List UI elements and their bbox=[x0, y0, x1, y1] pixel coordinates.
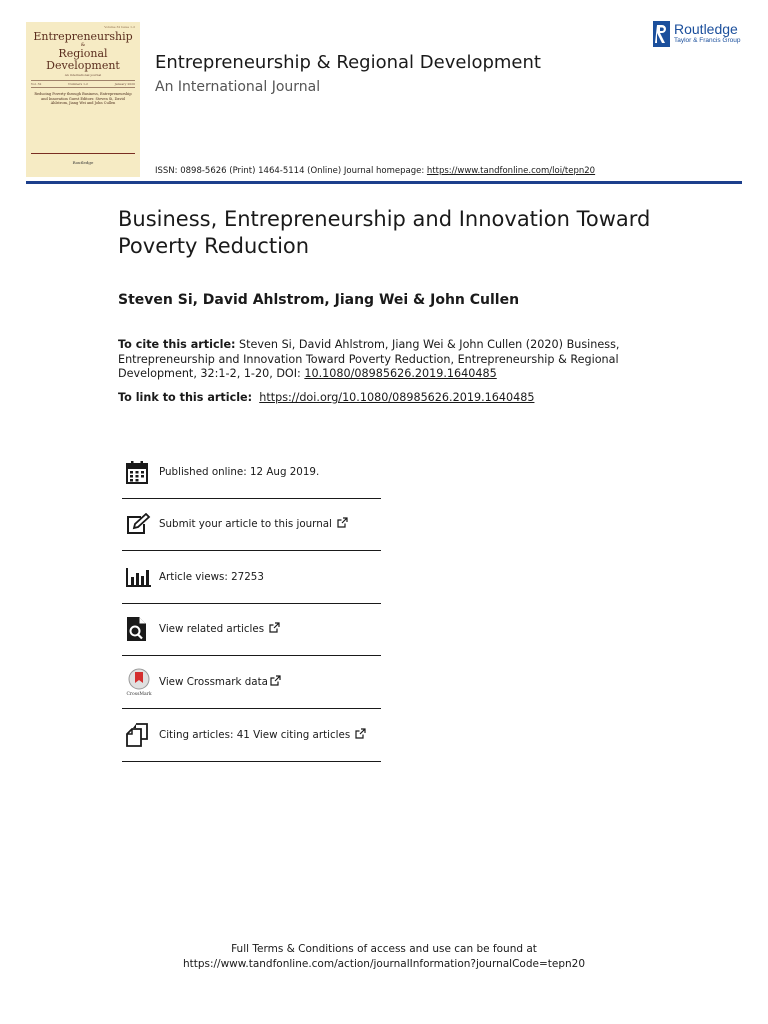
published-row bbox=[122, 446, 381, 499]
terms-footer bbox=[0, 942, 768, 972]
cover-rule bbox=[31, 153, 135, 154]
publisher-logo bbox=[653, 21, 740, 47]
cover-title-line2: Regional Development bbox=[46, 47, 120, 72]
external-link-icon bbox=[270, 675, 281, 689]
issn-text: ISSN: 0898-5626 (Print) 1464-5114 (Online) Journal homepage: bbox=[155, 166, 427, 176]
journal-title: Entrepreneurship & Regional Development bbox=[155, 52, 541, 73]
cover-publisher-logo: Routledge bbox=[72, 160, 94, 165]
crossmark-row[interactable] bbox=[122, 656, 381, 709]
citing-articles-row[interactable] bbox=[122, 709, 381, 762]
external-link-icon bbox=[337, 517, 348, 531]
cover-ampersand: & bbox=[80, 42, 86, 48]
doi-link[interactable]: 10.1080/08985626.2019.1640485 bbox=[304, 367, 497, 380]
cover-volume: Vol. 32 bbox=[31, 82, 42, 86]
cite-text: Steven Si, David Ahlstrom, Jiang Wei & John Cullen (2020) Business, Entrepreneurship and Innovation Toward Poverty Reduction, Entrepreneurship & Regional Development, 32:1-2, 1-20, DOI: bbox=[118, 338, 620, 380]
publisher-name: Routledge bbox=[674, 21, 738, 37]
cover-subtitle: An international journal bbox=[64, 73, 102, 77]
link-label: To link to this article: bbox=[118, 391, 253, 404]
article-title: Business, Entrepreneurship and Innovation Toward Poverty Reduction bbox=[118, 207, 651, 258]
article-info-list bbox=[122, 446, 381, 762]
related-articles-link[interactable]: View related articles bbox=[159, 623, 265, 636]
article-views-row bbox=[122, 551, 381, 604]
cover-number: Numbers 1-2 bbox=[68, 82, 88, 86]
publisher-group: Taylor & Francis Group bbox=[674, 37, 741, 44]
calendar-icon bbox=[126, 458, 158, 486]
cover-issue-text: Reducing Poverty through Business, Entrepreneurship and Innovation Guest Editors: Steven Si, David Ahlstrom, Jiang Wei and John Cullen bbox=[34, 92, 132, 105]
footer-terms-url[interactable]: https://www.tandfonline.com/action/journalInformation?journalCode=tepn20 bbox=[182, 958, 586, 970]
journal-subtitle: An International Journal bbox=[155, 79, 321, 95]
cite-label: To cite this article: bbox=[118, 338, 236, 351]
citing-articles-link[interactable]: Citing articles: 41 View citing articles bbox=[159, 728, 351, 741]
published-date: Published online: 12 Aug 2019. bbox=[159, 465, 320, 478]
related-articles-row[interactable] bbox=[122, 604, 381, 657]
journal-homepage-link[interactable]: https://www.tandfonline.com/loi/tepn20 bbox=[426, 166, 596, 176]
bar-chart-icon bbox=[126, 563, 158, 591]
routledge-logo-icon bbox=[653, 21, 670, 47]
cover-meta bbox=[31, 80, 135, 88]
crossmark-icon bbox=[126, 668, 158, 696]
submit-article-link[interactable]: Submit your article to this journal bbox=[159, 518, 332, 531]
edit-icon bbox=[126, 510, 158, 538]
crossmark-icon-label: CrossMark bbox=[126, 691, 152, 696]
submit-article-row[interactable] bbox=[122, 499, 381, 552]
external-link-icon bbox=[269, 622, 280, 636]
article-doi-url[interactable]: https://doi.org/10.1080/08985626.2019.1640485 bbox=[259, 391, 535, 404]
article-views: Article views: 27253 bbox=[159, 570, 264, 583]
cover-title-line1: Entrepreneurship bbox=[33, 30, 133, 43]
article-link-line bbox=[118, 391, 534, 404]
article-authors: Steven Si, David Ahlstrom, Jiang Wei & John Cullen bbox=[118, 292, 520, 308]
cover-top-note: Volume 32 Issue 1-2 bbox=[104, 25, 135, 29]
issn-line bbox=[155, 166, 595, 176]
citation-block bbox=[118, 338, 638, 382]
header-divider bbox=[26, 181, 742, 184]
footer-line1: Full Terms & Conditions of access and use can be found at bbox=[231, 943, 537, 955]
citing-documents-icon bbox=[126, 721, 158, 749]
crossmark-link[interactable]: View Crossmark data bbox=[159, 675, 268, 688]
document-search-icon bbox=[126, 615, 158, 643]
journal-cover bbox=[26, 22, 140, 177]
external-link-icon bbox=[355, 728, 366, 742]
cover-date: January 2020 bbox=[114, 82, 135, 86]
